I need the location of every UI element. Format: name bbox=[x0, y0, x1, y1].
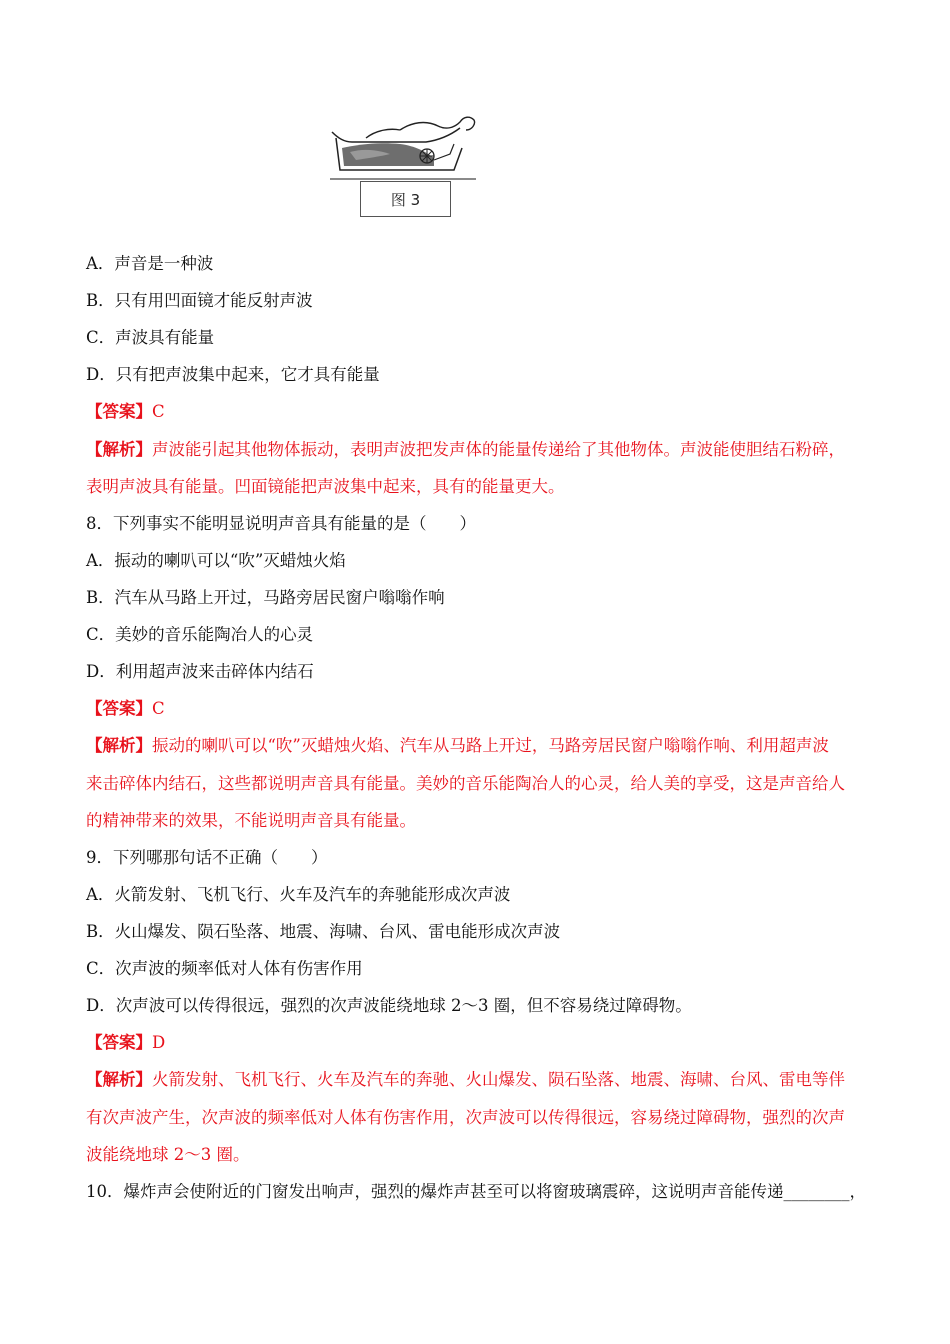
q10-question: 10．爆炸声会使附近的门窗发出响声，强烈的爆炸声甚至可以将窗玻璃震碎，这说明声音能传递________， bbox=[86, 1182, 866, 1201]
figure-caption: 图 3 bbox=[360, 181, 451, 217]
q9-question: 9．下列哪那句话不正确（ ） bbox=[86, 848, 328, 867]
q8-option-a: A．振动的喇叭可以“吹”灭蜡烛火焰 bbox=[86, 551, 346, 570]
q8-analysis-line-3: 的精神带来的效果，不能说明声音具有能量。 bbox=[86, 811, 416, 830]
q7-answer bbox=[86, 400, 165, 424]
q7-option-c: C．声波具有能量 bbox=[86, 328, 215, 347]
analysis-tag: 【解析】 bbox=[86, 1070, 152, 1089]
figure-3 bbox=[330, 108, 476, 220]
q7-option-a: A．声音是一种波 bbox=[86, 254, 214, 273]
analysis-text: 振动的喇叭可以“吹”灭蜡烛火焰、汽车从马路上开过，马路旁居民窗户嗡嗡作响、利用超声波 bbox=[152, 736, 829, 755]
q9-analysis-line-2: 有次声波产生，次声波的频率低对人体有伤害作用，次声波可以传得很远，容易绕过障碍物，强烈的次声 bbox=[86, 1108, 845, 1127]
answer-value: C bbox=[152, 402, 165, 421]
q7-option-b: B．只有用凹面镜才能反射声波 bbox=[86, 291, 313, 310]
answer-value: C bbox=[152, 699, 165, 718]
analysis-text: 声波能引起其他物体振动，表明声波把发声体的能量传递给了其他物体。声波能使胆结石粉碎， bbox=[152, 440, 845, 459]
answer-tag: 【答案】 bbox=[86, 402, 152, 421]
analysis-tag: 【解析】 bbox=[86, 440, 152, 459]
q8-answer bbox=[86, 697, 165, 721]
q9-analysis-line-1 bbox=[86, 1068, 845, 1092]
q8-option-d: D．利用超声波来击碎体内结石 bbox=[86, 662, 314, 681]
analysis-tag: 【解析】 bbox=[86, 736, 152, 755]
q8-option-c: C．美妙的音乐能陶冶人的心灵 bbox=[86, 625, 314, 644]
q9-option-d: D．次声波可以传得很远，强烈的次声波能绕地球 2～3 圈，但不容易绕过障碍物。 bbox=[86, 996, 692, 1015]
q7-option-d: D．只有把声波集中起来，它才具有能量 bbox=[86, 365, 380, 384]
q9-answer bbox=[86, 1031, 165, 1055]
q8-option-b: B．汽车从马路上开过，马路旁居民窗户嗡嗡作响 bbox=[86, 588, 445, 607]
q9-option-a: A．火箭发射、飞机飞行、火车及汽车的奔驰能形成次声波 bbox=[86, 885, 511, 904]
analysis-text: 火箭发射、飞机飞行、火车及汽车的奔驰、火山爆发、陨石坠落、地震、海啸、台风、雷电等伴 bbox=[152, 1070, 845, 1089]
answer-tag: 【答案】 bbox=[86, 1033, 152, 1052]
answer-tag: 【答案】 bbox=[86, 699, 152, 718]
q7-analysis-line-2: 表明声波具有能量。凹面镜能把声波集中起来，具有的能量更大。 bbox=[86, 477, 565, 496]
q8-analysis-line-2: 来击碎体内结石，这些都说明声音具有能量。美妙的音乐能陶冶人的心灵，给人美的享受，这是声音给人 bbox=[86, 774, 845, 793]
q9-analysis-line-3: 波能绕地球 2～3 圈。 bbox=[86, 1145, 250, 1164]
q9-option-c: C．次声波的频率低对人体有伤害作用 bbox=[86, 959, 363, 978]
answer-value: D bbox=[152, 1033, 166, 1052]
q9-option-b: B．火山爆发、陨石坠落、地震、海啸、台风、雷电能形成次声波 bbox=[86, 922, 561, 941]
q8-question: 8．下列事实不能明显说明声音具有能量的是（ ） bbox=[86, 514, 476, 533]
q7-analysis-line-1 bbox=[86, 438, 845, 462]
bathtub-illustration bbox=[330, 108, 476, 180]
q8-analysis-line-1 bbox=[86, 734, 829, 758]
